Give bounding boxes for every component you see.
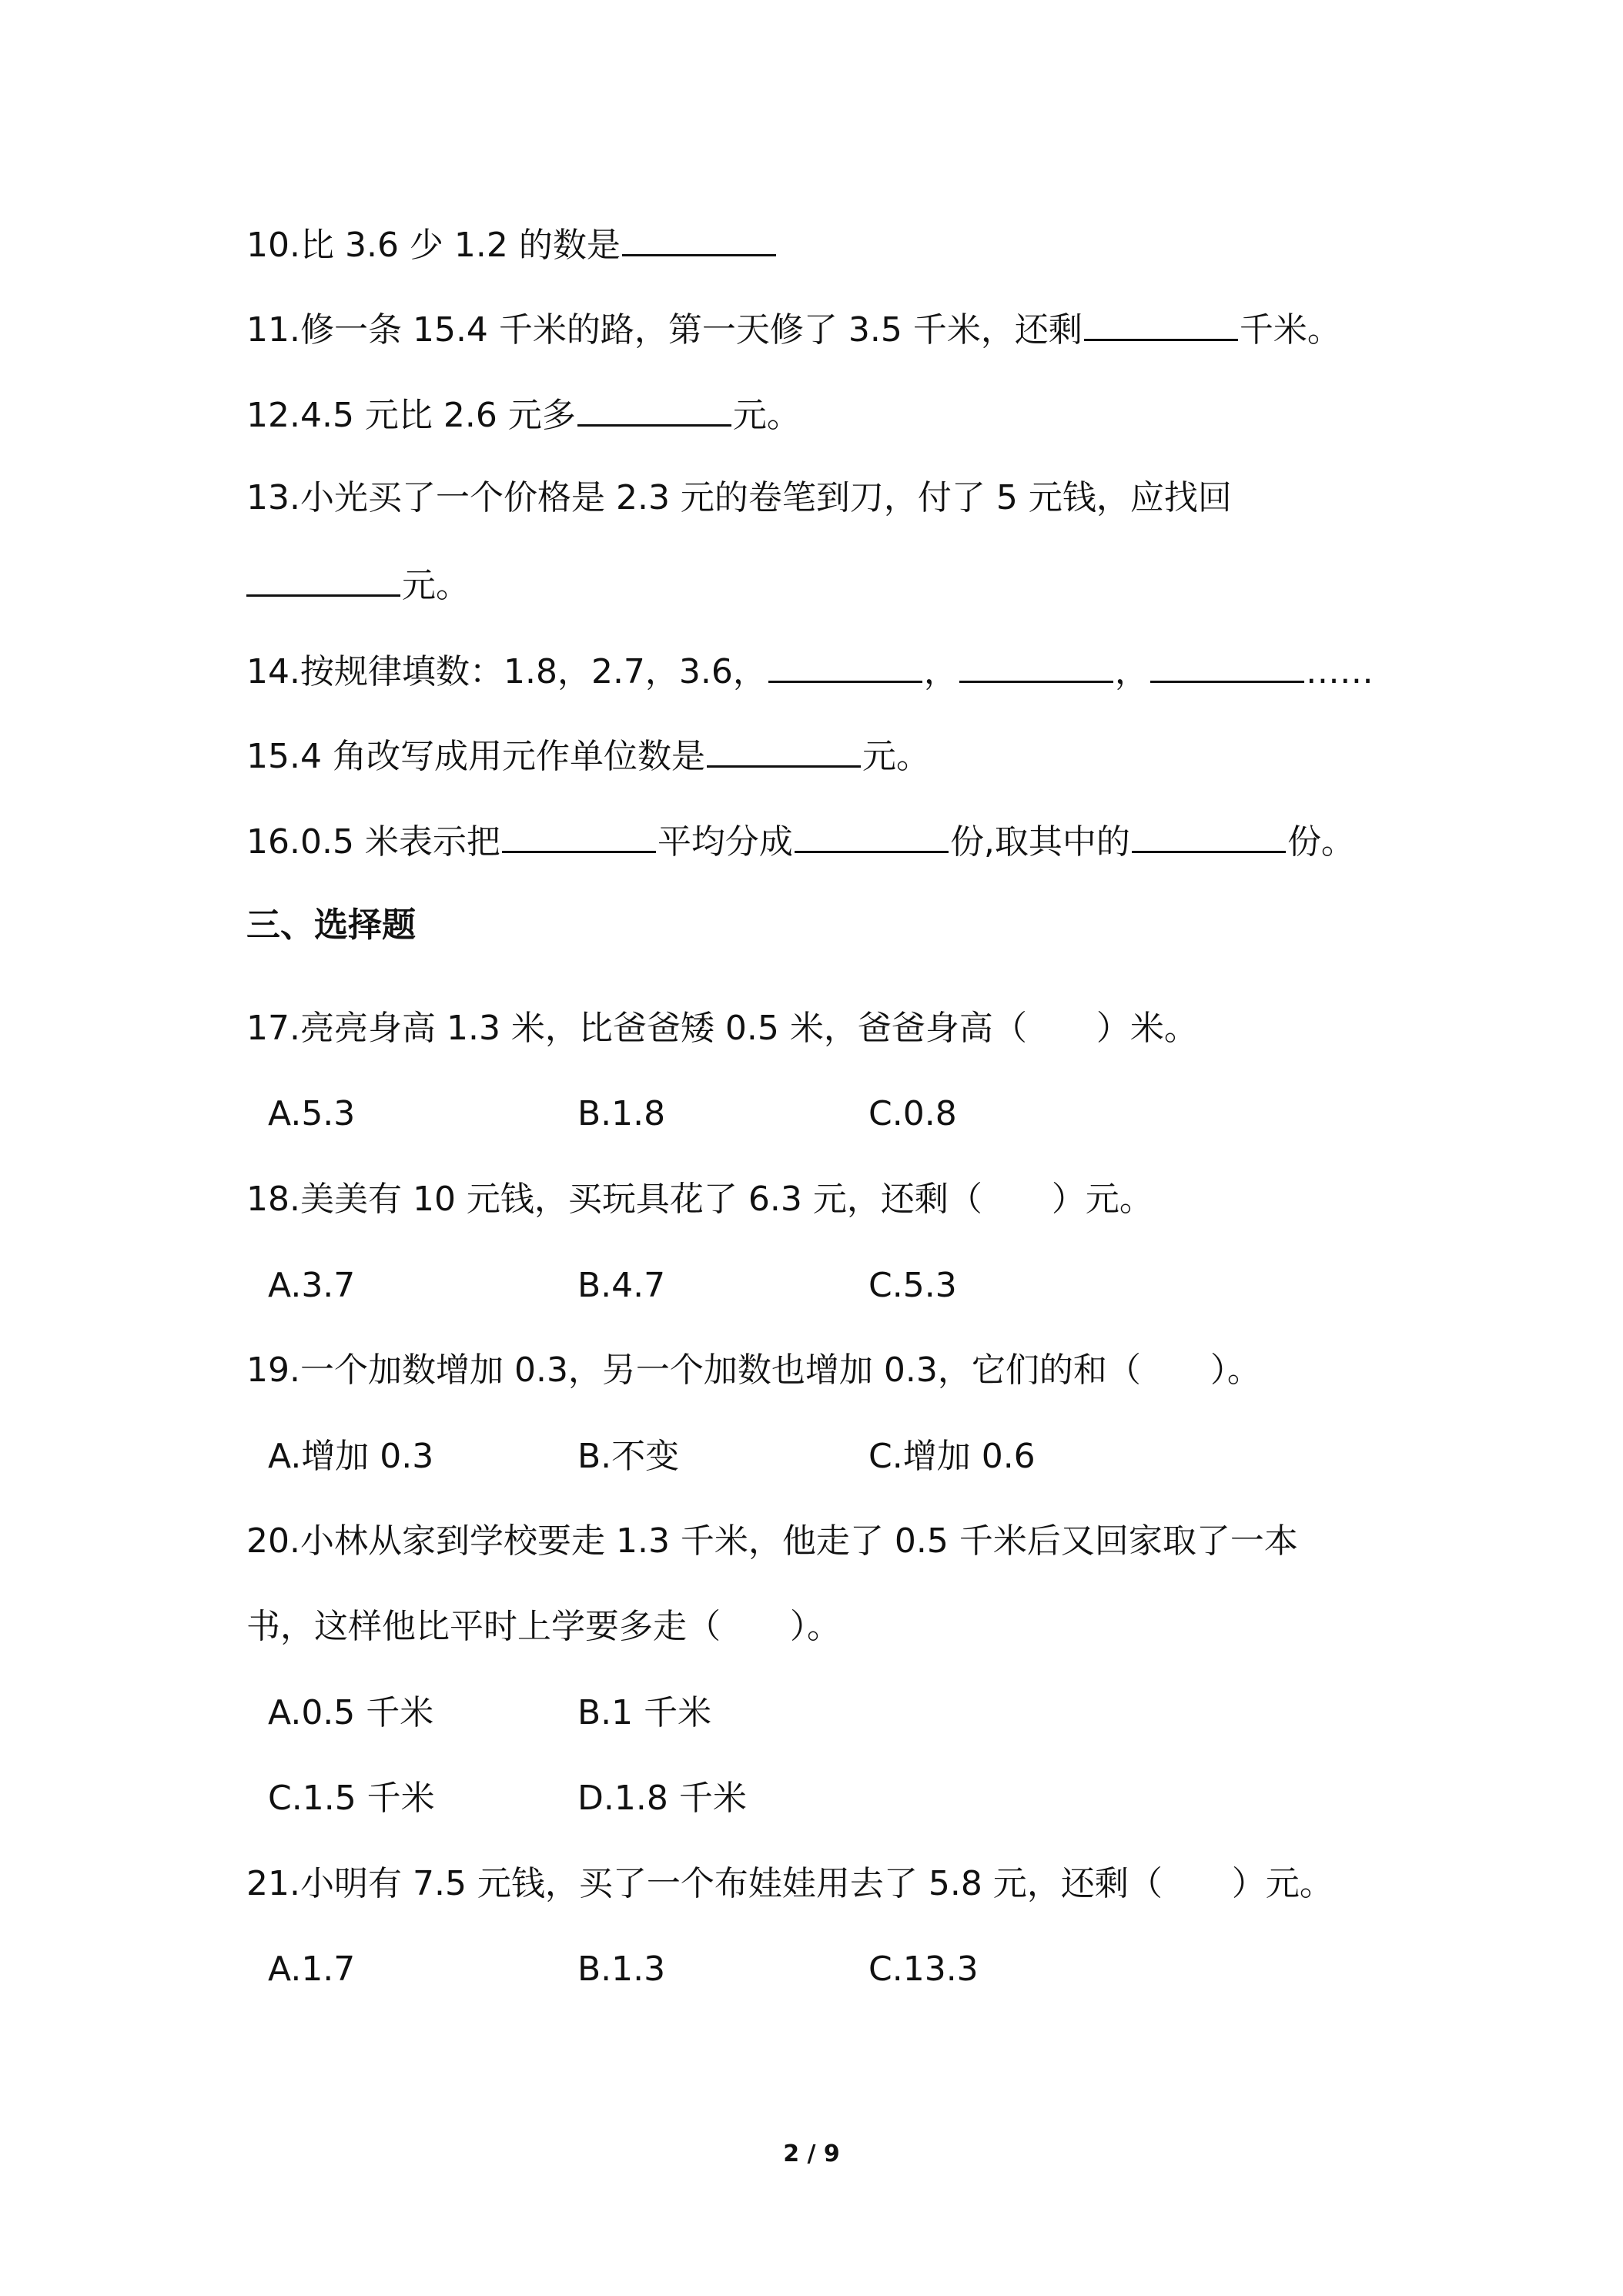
question-13-continued [246,561,470,609]
option-c[interactable]: C.5.3 [868,1266,957,1305]
section-heading-choice: 三、选择题 [246,905,416,945]
question-17-text-end: ）米。 [1096,1009,1198,1048]
question-10-text: 10.比 3.6 少 1.2 的数是 [246,226,621,265]
answer-blank[interactable] [768,647,922,683]
option-b[interactable]: B.1.3 [577,1950,666,1989]
option-a[interactable]: A.5.3 [268,1094,356,1133]
question-18-text-end: ）元。 [1051,1180,1153,1219]
option-c[interactable]: C.0.8 [868,1094,957,1133]
option-b[interactable]: B.1 千米 [577,1693,712,1732]
question-19 [246,1347,1261,1394]
question-21-text-end: ）元。 [1231,1864,1334,1903]
answer-blank[interactable] [246,561,400,597]
answer-blank[interactable] [1084,305,1238,341]
option-c[interactable]: C.13.3 [868,1950,979,1989]
answer-blank[interactable] [795,817,949,853]
answer-blank[interactable] [707,731,861,768]
question-13 [246,475,1232,521]
question-18-text: 18.美美有 10 元钱，买玩具花了 6.3 元，还剩（ [246,1180,982,1219]
question-13-unit: 元。 [402,566,470,605]
option-a[interactable]: A.0.5 千米 [268,1693,434,1732]
option-a[interactable]: A.增加 0.3 [268,1437,434,1476]
question-16 [246,817,1355,865]
question-18 [246,1176,1153,1223]
question-20-text: 20.小林从家到学校要走 1.3 千米，他走了 0.5 千米后又回家取了一本 [246,1521,1298,1561]
answer-blank[interactable] [622,220,776,256]
question-14-separator: ， [1114,652,1149,691]
question-16-text-4: 份。 [1287,822,1355,862]
question-12-text: 12.4.5 元比 2.6 元多 [246,396,576,435]
question-16-text-2: 平均分成 [657,822,793,862]
question-17 [246,1006,1198,1052]
question-14 [246,647,1374,695]
answer-blank[interactable] [577,390,731,427]
question-20-text-end: ）。 [790,1607,841,1646]
question-14-text: 14.按规律填数：1.8，2.7，3.6， [246,652,767,691]
answer-blank[interactable] [502,817,656,853]
option-b[interactable]: B.1.8 [577,1094,666,1133]
answer-blank[interactable] [1150,647,1304,683]
answer-blank[interactable] [959,647,1113,683]
question-15-text: 15.4 角改写成用元作单位数是 [246,737,705,776]
question-17-text: 17.亮亮身高 1.3 米，比爸爸矮 0.5 米，爸爸身高（ [246,1009,1027,1048]
option-b[interactable]: B.4.7 [577,1266,666,1305]
question-16-text-3: 份,取其中的 [949,822,1130,862]
option-b[interactable]: B.不变 [577,1437,680,1476]
option-c[interactable]: C.增加 0.6 [868,1437,1036,1476]
option-a[interactable]: A.3.7 [268,1266,356,1305]
question-12 [246,390,801,439]
option-a[interactable]: A.1.7 [268,1950,356,1989]
question-15-unit: 元。 [862,737,930,776]
question-16-text: 16.0.5 米表示把 [246,822,500,862]
question-11-unit: 千米。 [1239,310,1341,350]
question-20-continued [246,1604,841,1650]
question-14-ellipsis: …… [1305,652,1374,691]
question-19-text: 19.一个加数增加 0.3，另一个加数也增加 0.3，它们的和（ [246,1350,1141,1390]
option-d[interactable]: D.1.8 千米 [577,1779,747,1818]
page-number: 2 / 9 [783,2140,840,2167]
question-13-text: 13.小光买了一个价格是 2.3 元的卷笔到刀，付了 5 元钱，应找回 [246,478,1232,517]
question-21-text: 21.小明有 7.5 元钱，买了一个布娃娃用去了 5.8 元，还剩（ [246,1864,1163,1903]
question-10 [246,220,778,269]
question-11 [246,305,1341,353]
answer-blank[interactable] [1132,817,1286,853]
question-20-text-2: 书，这样他比平时上学要多走（ [246,1607,721,1646]
option-c[interactable]: C.1.5 千米 [268,1779,435,1818]
question-14-separator: ， [923,652,958,691]
question-12-unit: 元。 [732,396,801,435]
question-11-text: 11.修一条 15.4 千米的路，第一天修了 3.5 千米，还剩 [246,310,1083,350]
question-20 [246,1518,1298,1565]
question-21 [246,1861,1334,1907]
question-19-text-end: ）。 [1210,1350,1261,1390]
question-15 [246,731,930,780]
